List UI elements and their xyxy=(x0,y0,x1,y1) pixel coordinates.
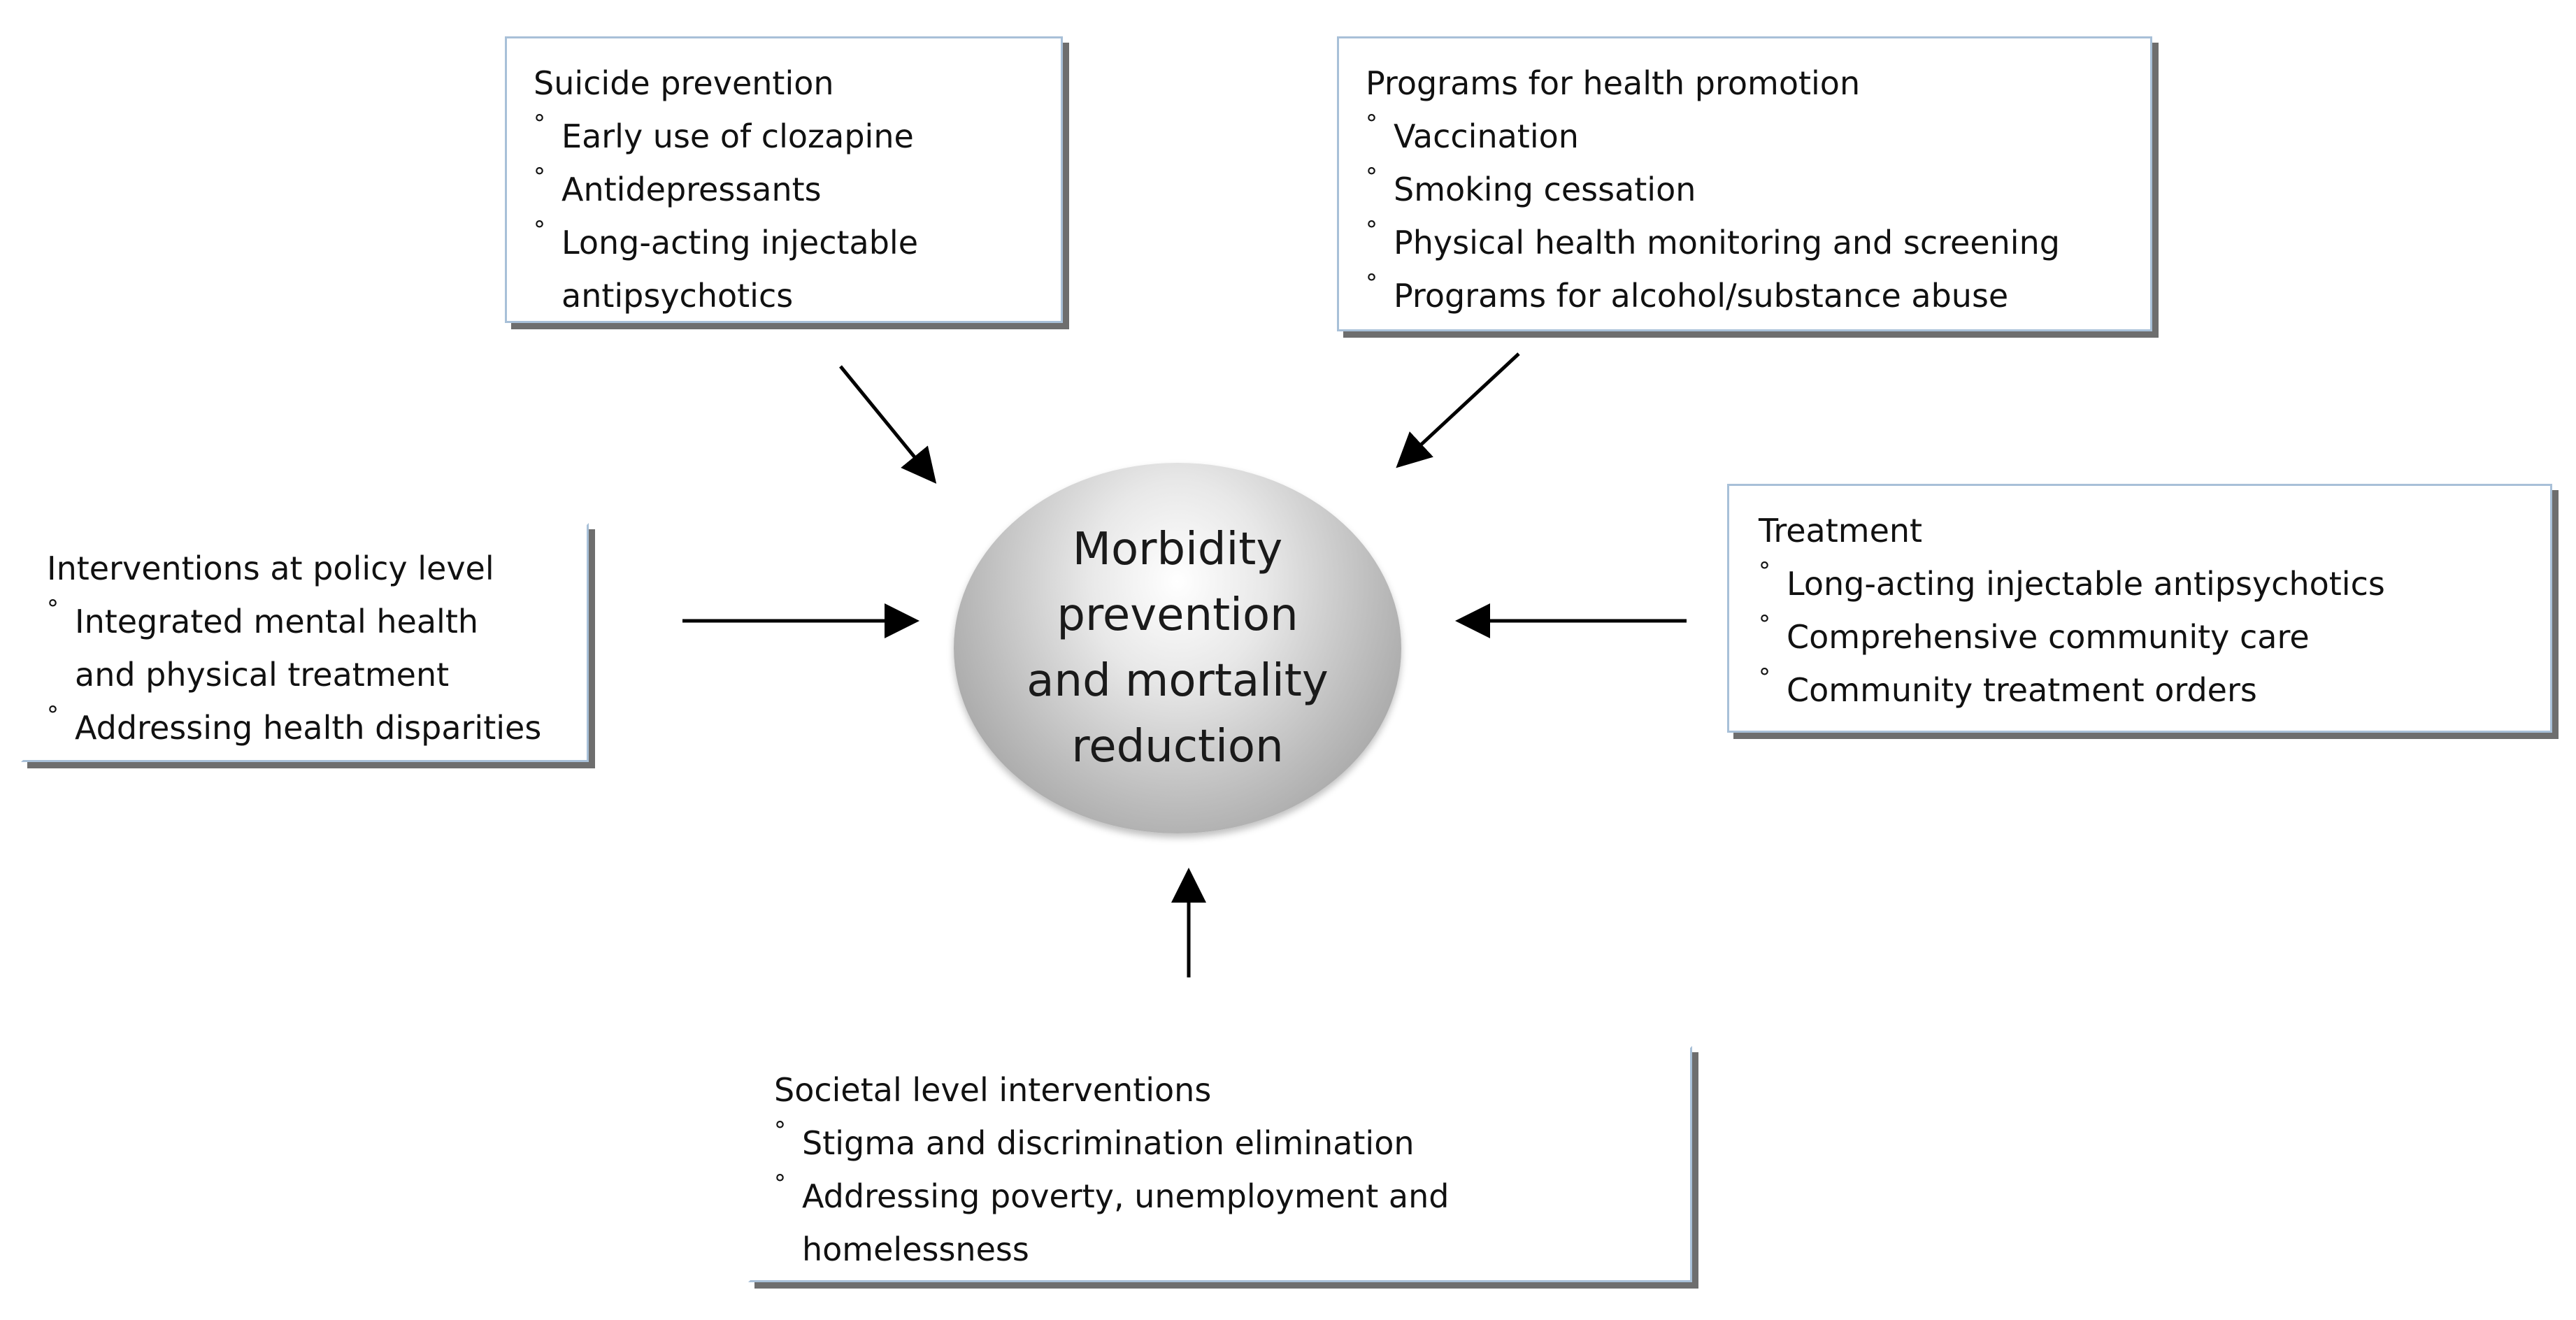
health-promotion-box xyxy=(1337,36,2152,331)
bullet-icon: ° xyxy=(1759,663,1770,691)
list-item: ° Addressing health disparities xyxy=(47,701,587,754)
treatment-box xyxy=(1727,484,2552,733)
bullet-icon: ° xyxy=(47,701,59,729)
bullet-icon: ° xyxy=(1366,269,1378,297)
item-list xyxy=(774,1117,1690,1276)
list-item: ° Physical health monitoring and screening xyxy=(1366,216,2150,269)
bullet-icon: ° xyxy=(1759,557,1770,585)
box-title: Interventions at policy level xyxy=(47,550,494,587)
bullet-icon: ° xyxy=(774,1117,786,1145)
list-item: ° Smoking cessation xyxy=(1366,163,2150,216)
list-item: ° Comprehensive community care xyxy=(1759,610,2550,663)
bullet-icon: ° xyxy=(47,595,59,623)
societal-level-box xyxy=(748,1046,1692,1282)
bullet-icon: ° xyxy=(1366,110,1378,138)
list-item: ° Antidepressants xyxy=(534,163,1061,216)
list-item: ° Stigma and discrimination elimination xyxy=(774,1117,1690,1170)
bullet-icon: ° xyxy=(1366,216,1378,244)
list-item: ° Integrated mental health and physical treatment xyxy=(47,595,587,701)
list-item: ° Early use of clozapine xyxy=(534,110,1061,163)
list-item: ° Long-acting injectable antipsychotics xyxy=(1759,557,2550,610)
item-list xyxy=(534,110,1061,322)
list-item: ° Community treatment orders xyxy=(1759,663,2550,717)
suicide-prevention-box xyxy=(505,36,1063,323)
box-title: Treatment xyxy=(1759,512,1923,550)
box-title: Suicide prevention xyxy=(534,64,834,102)
center-outcome-node xyxy=(954,463,1401,833)
box-title: Programs for health promotion xyxy=(1366,64,1861,102)
arrow-suicide-to-center xyxy=(840,366,934,481)
bullet-icon: ° xyxy=(774,1170,786,1198)
bullet-icon: ° xyxy=(534,110,545,138)
center-outcome-label: Morbidity prevention and mortality reduction xyxy=(1026,524,1329,773)
item-list xyxy=(1366,110,2150,322)
bullet-icon: ° xyxy=(534,216,545,244)
item-list xyxy=(47,595,587,754)
bullet-icon: ° xyxy=(534,163,545,191)
list-item: ° Programs for alcohol/substance abuse xyxy=(1366,269,2150,322)
item-list xyxy=(1759,557,2550,717)
bullet-icon: ° xyxy=(1366,163,1378,191)
list-item: ° Vaccination xyxy=(1366,110,2150,163)
list-item: ° Long-acting injectable antipsychotics xyxy=(534,216,1061,322)
policy-level-box xyxy=(21,523,589,762)
box-title: Societal level interventions xyxy=(774,1071,1212,1109)
arrow-promotion-to-center xyxy=(1398,354,1519,466)
list-item: ° Addressing poverty, unemployment and homelessness xyxy=(774,1170,1690,1276)
bullet-icon: ° xyxy=(1759,610,1770,638)
